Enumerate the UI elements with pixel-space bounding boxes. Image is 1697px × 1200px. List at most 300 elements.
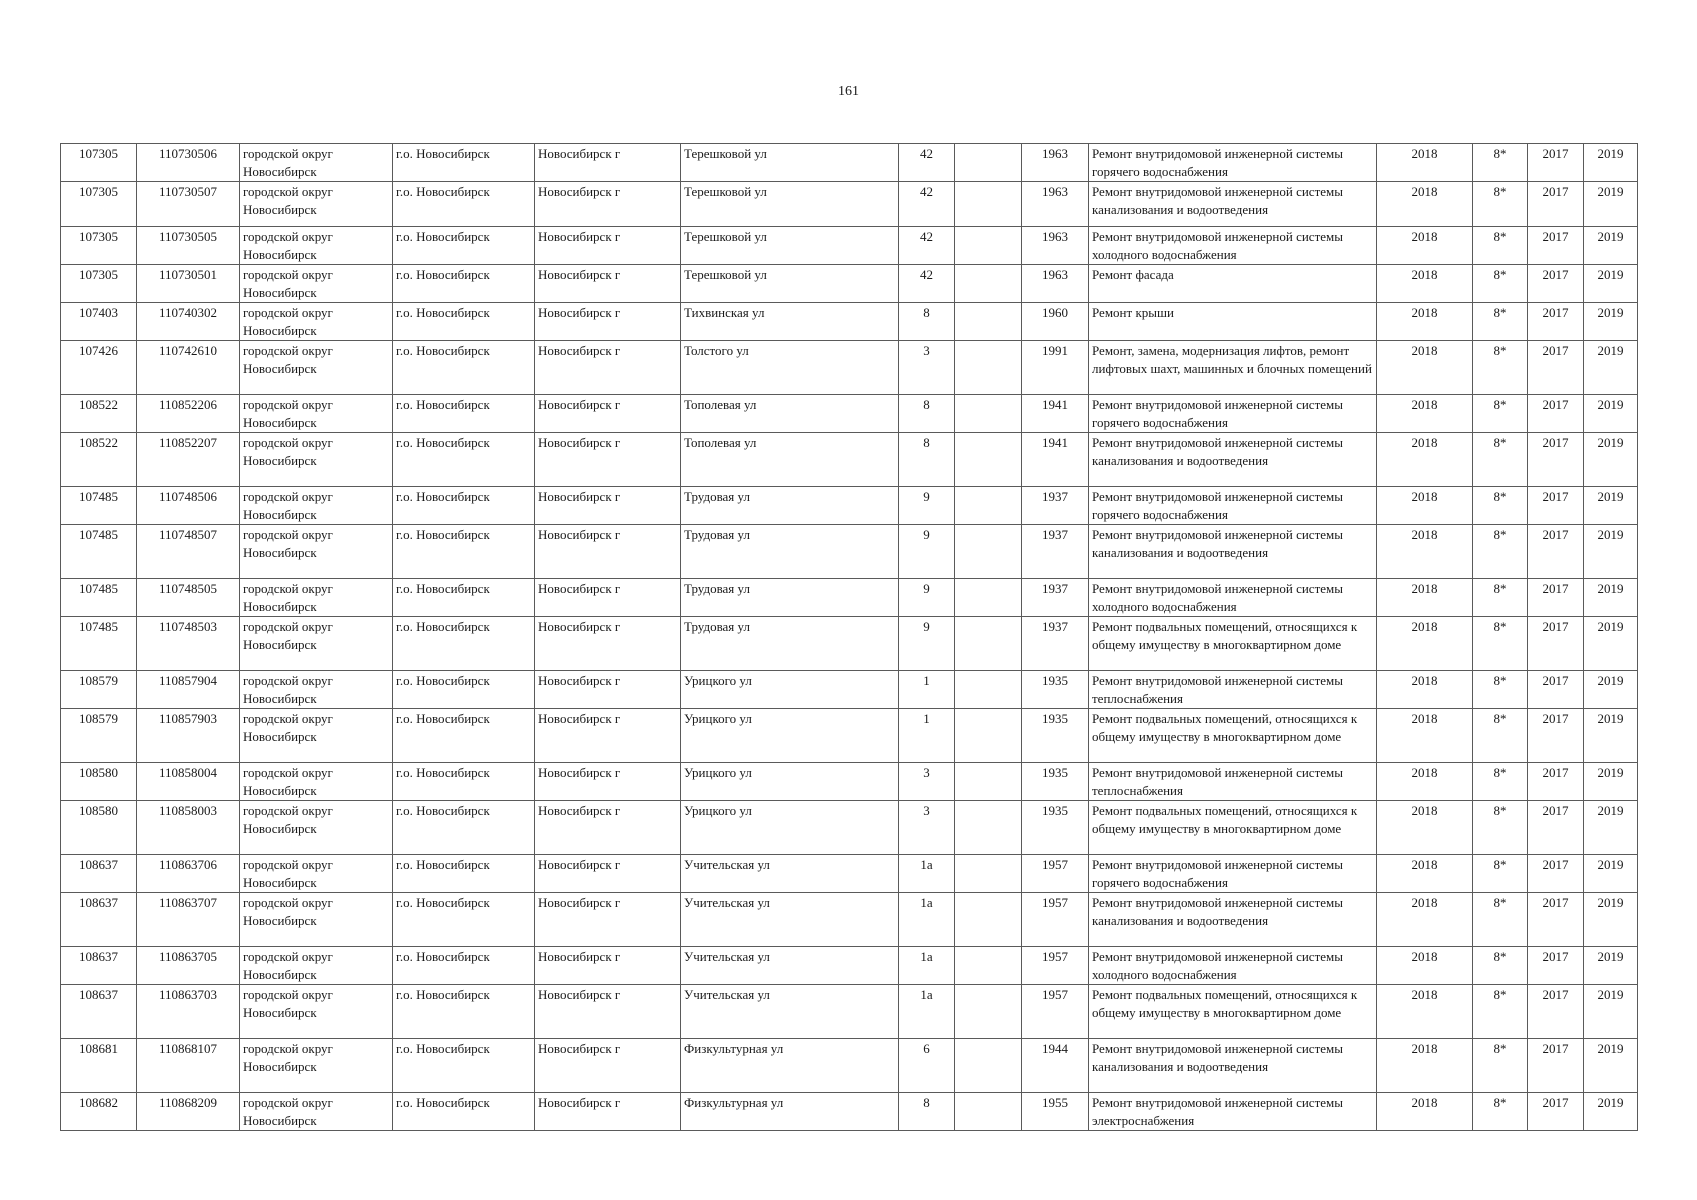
row-city: Новосибирск г — [535, 525, 681, 579]
table-row — [61, 801, 1638, 855]
row-code: 110730507 — [137, 182, 240, 227]
row-work: Ремонт подвальных помещений, относящихся к общему имуществу в многоквартирном доме — [1089, 985, 1377, 1039]
row-building — [955, 487, 1022, 525]
row-building — [955, 801, 1022, 855]
row-building — [955, 182, 1022, 227]
table-row — [61, 985, 1638, 1039]
row-code: 110730506 — [137, 144, 240, 182]
row-year-end: 2019 — [1584, 227, 1638, 265]
row-house: 6 — [899, 1039, 955, 1093]
row-year: 2018 — [1377, 985, 1473, 1039]
row-year: 2018 — [1377, 303, 1473, 341]
row-building — [955, 227, 1022, 265]
row-year: 2018 — [1377, 182, 1473, 227]
row-go: г.о. Новосибирск — [393, 579, 535, 617]
row-year-start: 2017 — [1528, 855, 1584, 893]
row-id: 107403 — [61, 303, 137, 341]
row-id: 108580 — [61, 763, 137, 801]
row-work: Ремонт внутридомовой инженерной системы канализования и водоотведения — [1089, 1039, 1377, 1093]
row-year-built: 1937 — [1022, 579, 1089, 617]
row-year-built: 1963 — [1022, 182, 1089, 227]
row-id: 107305 — [61, 227, 137, 265]
table-row — [61, 763, 1638, 801]
row-year-built: 1955 — [1022, 1093, 1089, 1131]
table-row — [61, 395, 1638, 433]
row-work: Ремонт подвальных помещений, относящихся к общему имуществу в многоквартирном доме — [1089, 709, 1377, 763]
row-code: 110857904 — [137, 671, 240, 709]
row-year: 2018 — [1377, 1093, 1473, 1131]
row-street: Трудовая ул — [681, 579, 899, 617]
row-year-built: 1957 — [1022, 855, 1089, 893]
row-year-end: 2019 — [1584, 947, 1638, 985]
row-city: Новосибирск г — [535, 763, 681, 801]
row-okrug: городской округ Новосибирск — [240, 182, 393, 227]
row-year: 2018 — [1377, 341, 1473, 395]
row-year-built: 1957 — [1022, 985, 1089, 1039]
row-work: Ремонт внутридомовой инженерной системы холодного водоснабжения — [1089, 947, 1377, 985]
row-building — [955, 433, 1022, 487]
table-row — [61, 947, 1638, 985]
page-number: 161 — [838, 84, 859, 99]
row-okrug: городской округ Новосибирск — [240, 579, 393, 617]
row-year-end: 2019 — [1584, 265, 1638, 303]
row-year-end: 2019 — [1584, 303, 1638, 341]
row-street: Урицкого ул — [681, 763, 899, 801]
row-year-end: 2019 — [1584, 893, 1638, 947]
row-work: Ремонт внутридомовой инженерной системы горячего водоснабжения — [1089, 144, 1377, 182]
row-year-start: 2017 — [1528, 487, 1584, 525]
row-house: 3 — [899, 763, 955, 801]
table-body — [61, 144, 1638, 1131]
row-num: 8* — [1473, 801, 1528, 855]
row-city: Новосибирск г — [535, 433, 681, 487]
row-year-built: 1937 — [1022, 487, 1089, 525]
row-okrug: городской округ Новосибирск — [240, 341, 393, 395]
row-id: 108522 — [61, 433, 137, 487]
row-city: Новосибирск г — [535, 395, 681, 433]
row-street: Тихвинская ул — [681, 303, 899, 341]
row-year-start: 2017 — [1528, 617, 1584, 671]
row-house: 8 — [899, 433, 955, 487]
row-year-built: 1960 — [1022, 303, 1089, 341]
row-year: 2018 — [1377, 893, 1473, 947]
row-year-start: 2017 — [1528, 395, 1584, 433]
row-work: Ремонт внутридомовой инженерной системы холодного водоснабжения — [1089, 227, 1377, 265]
row-house: 3 — [899, 341, 955, 395]
row-work: Ремонт внутридомовой инженерной системы канализования и водоотведения — [1089, 893, 1377, 947]
row-house: 42 — [899, 265, 955, 303]
table-row — [61, 1093, 1638, 1131]
row-code: 110852207 — [137, 433, 240, 487]
row-street: Трудовая ул — [681, 617, 899, 671]
row-year-start: 2017 — [1528, 893, 1584, 947]
row-year-built: 1944 — [1022, 1039, 1089, 1093]
row-building — [955, 395, 1022, 433]
row-okrug: городской округ Новосибирск — [240, 1093, 393, 1131]
row-city: Новосибирск г — [535, 487, 681, 525]
row-year: 2018 — [1377, 433, 1473, 487]
row-street: Урицкого ул — [681, 671, 899, 709]
table-row — [61, 855, 1638, 893]
row-street: Урицкого ул — [681, 801, 899, 855]
row-work: Ремонт внутридомовой инженерной системы электроснабжения — [1089, 1093, 1377, 1131]
row-id: 108579 — [61, 671, 137, 709]
row-year-end: 2019 — [1584, 579, 1638, 617]
row-id: 108580 — [61, 801, 137, 855]
table-row — [61, 893, 1638, 947]
row-year-start: 2017 — [1528, 144, 1584, 182]
row-city: Новосибирск г — [535, 947, 681, 985]
row-year-start: 2017 — [1528, 265, 1584, 303]
row-year-built: 1957 — [1022, 893, 1089, 947]
row-work: Ремонт внутридомовой инженерной системы теплоснабжения — [1089, 671, 1377, 709]
row-year-end: 2019 — [1584, 182, 1638, 227]
row-year-start: 2017 — [1528, 801, 1584, 855]
row-okrug: городской округ Новосибирск — [240, 395, 393, 433]
row-go: г.о. Новосибирск — [393, 227, 535, 265]
row-house: 1 — [899, 671, 955, 709]
table-row — [61, 303, 1638, 341]
row-work: Ремонт, замена, модернизация лифтов, ремонт лифтовых шахт, машинных и блочных помещений — [1089, 341, 1377, 395]
row-year: 2018 — [1377, 487, 1473, 525]
row-year: 2018 — [1377, 579, 1473, 617]
row-okrug: городской округ Новосибирск — [240, 947, 393, 985]
row-street: Терешковой ул — [681, 227, 899, 265]
row-num: 8* — [1473, 144, 1528, 182]
row-num: 8* — [1473, 709, 1528, 763]
row-code: 110748505 — [137, 579, 240, 617]
row-go: г.о. Новосибирск — [393, 985, 535, 1039]
row-num: 8* — [1473, 182, 1528, 227]
row-go: г.о. Новосибирск — [393, 341, 535, 395]
row-house: 1а — [899, 855, 955, 893]
row-year-end: 2019 — [1584, 709, 1638, 763]
row-code: 110858003 — [137, 801, 240, 855]
row-street: Физкультурная ул — [681, 1039, 899, 1093]
row-street: Терешковой ул — [681, 265, 899, 303]
row-year-end: 2019 — [1584, 1093, 1638, 1131]
row-year-built: 1935 — [1022, 709, 1089, 763]
row-year-end: 2019 — [1584, 433, 1638, 487]
row-house: 9 — [899, 487, 955, 525]
table-row — [61, 671, 1638, 709]
row-okrug: городской округ Новосибирск — [240, 855, 393, 893]
row-code: 110863706 — [137, 855, 240, 893]
row-house: 42 — [899, 144, 955, 182]
row-year: 2018 — [1377, 395, 1473, 433]
row-building — [955, 525, 1022, 579]
row-work: Ремонт внутридомовой инженерной системы канализования и водоотведения — [1089, 525, 1377, 579]
row-okrug: городской округ Новосибирск — [240, 433, 393, 487]
row-id: 107305 — [61, 182, 137, 227]
row-go: г.о. Новосибирск — [393, 893, 535, 947]
row-id: 108682 — [61, 1093, 137, 1131]
row-num: 8* — [1473, 487, 1528, 525]
row-city: Новосибирск г — [535, 579, 681, 617]
row-building — [955, 671, 1022, 709]
row-go: г.о. Новосибирск — [393, 855, 535, 893]
row-building — [955, 341, 1022, 395]
row-go: г.о. Новосибирск — [393, 265, 535, 303]
row-year-built: 1941 — [1022, 433, 1089, 487]
row-year-start: 2017 — [1528, 985, 1584, 1039]
row-id: 107485 — [61, 525, 137, 579]
row-id: 108637 — [61, 893, 137, 947]
row-house: 8 — [899, 303, 955, 341]
row-id: 108637 — [61, 947, 137, 985]
row-id: 107305 — [61, 144, 137, 182]
row-go: г.о. Новосибирск — [393, 144, 535, 182]
row-house: 42 — [899, 182, 955, 227]
row-num: 8* — [1473, 395, 1528, 433]
row-year: 2018 — [1377, 947, 1473, 985]
row-code: 110730501 — [137, 265, 240, 303]
row-city: Новосибирск г — [535, 985, 681, 1039]
table-row — [61, 144, 1638, 182]
row-house: 3 — [899, 801, 955, 855]
row-street: Тополевая ул — [681, 395, 899, 433]
row-num: 8* — [1473, 855, 1528, 893]
table-row — [61, 433, 1638, 487]
row-street: Трудовая ул — [681, 487, 899, 525]
row-city: Новосибирск г — [535, 617, 681, 671]
row-year-end: 2019 — [1584, 525, 1638, 579]
row-id: 107485 — [61, 487, 137, 525]
row-code: 110863703 — [137, 985, 240, 1039]
row-code: 110730505 — [137, 227, 240, 265]
row-year-end: 2019 — [1584, 487, 1638, 525]
row-work: Ремонт подвальных помещений, относящихся к общему имуществу в многоквартирном доме — [1089, 801, 1377, 855]
row-year-built: 1963 — [1022, 227, 1089, 265]
row-building — [955, 303, 1022, 341]
row-work: Ремонт внутридомовой инженерной системы горячего водоснабжения — [1089, 395, 1377, 433]
row-year-built: 1957 — [1022, 947, 1089, 985]
row-city: Новосибирск г — [535, 144, 681, 182]
table-row — [61, 1039, 1638, 1093]
row-num: 8* — [1473, 617, 1528, 671]
row-year-start: 2017 — [1528, 579, 1584, 617]
row-okrug: городской округ Новосибирск — [240, 801, 393, 855]
row-work: Ремонт внутридомовой инженерной системы канализования и водоотведения — [1089, 182, 1377, 227]
row-work: Ремонт внутридомовой инженерной системы горячего водоснабжения — [1089, 855, 1377, 893]
row-go: г.о. Новосибирск — [393, 617, 535, 671]
row-code: 110852206 — [137, 395, 240, 433]
row-year-end: 2019 — [1584, 985, 1638, 1039]
row-city: Новосибирск г — [535, 709, 681, 763]
row-year: 2018 — [1377, 801, 1473, 855]
row-work: Ремонт внутридомовой инженерной системы канализования и водоотведения — [1089, 433, 1377, 487]
row-code: 110748506 — [137, 487, 240, 525]
row-work: Ремонт фасада — [1089, 265, 1377, 303]
row-building — [955, 985, 1022, 1039]
row-work: Ремонт крыши — [1089, 303, 1377, 341]
row-work: Ремонт внутридомовой инженерной системы теплоснабжения — [1089, 763, 1377, 801]
row-num: 8* — [1473, 985, 1528, 1039]
row-okrug: городской округ Новосибирск — [240, 1039, 393, 1093]
row-building — [955, 617, 1022, 671]
row-building — [955, 1039, 1022, 1093]
row-go: г.о. Новосибирск — [393, 1093, 535, 1131]
row-year-start: 2017 — [1528, 1039, 1584, 1093]
row-go: г.о. Новосибирск — [393, 671, 535, 709]
row-code: 110868209 — [137, 1093, 240, 1131]
row-year-start: 2017 — [1528, 227, 1584, 265]
row-go: г.о. Новосибирск — [393, 303, 535, 341]
table-row — [61, 617, 1638, 671]
row-okrug: городской округ Новосибирск — [240, 709, 393, 763]
row-house: 1а — [899, 893, 955, 947]
row-year-start: 2017 — [1528, 341, 1584, 395]
row-house: 8 — [899, 1093, 955, 1131]
row-year-start: 2017 — [1528, 709, 1584, 763]
row-okrug: городской округ Новосибирск — [240, 227, 393, 265]
row-code: 110742610 — [137, 341, 240, 395]
row-building — [955, 763, 1022, 801]
row-num: 8* — [1473, 763, 1528, 801]
row-street: Учительская ул — [681, 893, 899, 947]
row-year-start: 2017 — [1528, 671, 1584, 709]
row-year: 2018 — [1377, 1039, 1473, 1093]
row-year-start: 2017 — [1528, 763, 1584, 801]
row-year-end: 2019 — [1584, 671, 1638, 709]
row-code: 110863707 — [137, 893, 240, 947]
row-year-end: 2019 — [1584, 395, 1638, 433]
row-go: г.о. Новосибирск — [393, 709, 535, 763]
row-street: Физкультурная ул — [681, 1093, 899, 1131]
row-year: 2018 — [1377, 709, 1473, 763]
row-num: 8* — [1473, 341, 1528, 395]
row-house: 8 — [899, 395, 955, 433]
row-id: 108637 — [61, 985, 137, 1039]
row-work: Ремонт внутридомовой инженерной системы горячего водоснабжения — [1089, 487, 1377, 525]
row-year-built: 1935 — [1022, 671, 1089, 709]
row-year-start: 2017 — [1528, 303, 1584, 341]
row-year-built: 1991 — [1022, 341, 1089, 395]
row-house: 1 — [899, 709, 955, 763]
row-street: Трудовая ул — [681, 525, 899, 579]
row-city: Новосибирск г — [535, 1039, 681, 1093]
row-okrug: городской округ Новосибирск — [240, 985, 393, 1039]
row-num: 8* — [1473, 893, 1528, 947]
row-year: 2018 — [1377, 763, 1473, 801]
row-building — [955, 893, 1022, 947]
registry-table — [60, 143, 1638, 1131]
row-go: г.о. Новосибирск — [393, 182, 535, 227]
row-year: 2018 — [1377, 265, 1473, 303]
row-go: г.о. Новосибирск — [393, 763, 535, 801]
row-num: 8* — [1473, 579, 1528, 617]
table-row — [61, 341, 1638, 395]
table-row — [61, 487, 1638, 525]
row-house: 1а — [899, 985, 955, 1039]
row-city: Новосибирск г — [535, 855, 681, 893]
row-year: 2018 — [1377, 525, 1473, 579]
row-code: 110748503 — [137, 617, 240, 671]
row-go: г.о. Новосибирск — [393, 395, 535, 433]
row-year-built: 1937 — [1022, 617, 1089, 671]
row-year-end: 2019 — [1584, 341, 1638, 395]
row-building — [955, 579, 1022, 617]
row-street: Учительская ул — [681, 855, 899, 893]
row-year-start: 2017 — [1528, 947, 1584, 985]
row-work: Ремонт внутридомовой инженерной системы холодного водоснабжения — [1089, 579, 1377, 617]
row-okrug: городской округ Новосибирск — [240, 763, 393, 801]
row-city: Новосибирск г — [535, 303, 681, 341]
row-code: 110740302 — [137, 303, 240, 341]
row-go: г.о. Новосибирск — [393, 525, 535, 579]
row-year-built: 1935 — [1022, 763, 1089, 801]
row-year-start: 2017 — [1528, 1093, 1584, 1131]
row-year-end: 2019 — [1584, 763, 1638, 801]
row-year-built: 1963 — [1022, 265, 1089, 303]
row-okrug: городской округ Новосибирск — [240, 893, 393, 947]
table-row — [61, 182, 1638, 227]
row-code: 110748507 — [137, 525, 240, 579]
row-house: 1а — [899, 947, 955, 985]
row-year-built: 1937 — [1022, 525, 1089, 579]
row-city: Новосибирск г — [535, 893, 681, 947]
row-street: Толстого ул — [681, 341, 899, 395]
row-id: 108579 — [61, 709, 137, 763]
row-num: 8* — [1473, 265, 1528, 303]
row-id: 107305 — [61, 265, 137, 303]
row-city: Новосибирск г — [535, 1093, 681, 1131]
row-year-built: 1935 — [1022, 801, 1089, 855]
row-street: Тополевая ул — [681, 433, 899, 487]
row-okrug: городской округ Новосибирск — [240, 671, 393, 709]
table-row — [61, 265, 1638, 303]
row-street: Урицкого ул — [681, 709, 899, 763]
row-year-built: 1941 — [1022, 395, 1089, 433]
row-year: 2018 — [1377, 144, 1473, 182]
row-code: 110863705 — [137, 947, 240, 985]
row-street: Терешковой ул — [681, 182, 899, 227]
row-num: 8* — [1473, 671, 1528, 709]
row-go: г.о. Новосибирск — [393, 433, 535, 487]
row-code: 110857903 — [137, 709, 240, 763]
row-okrug: городской округ Новосибирск — [240, 487, 393, 525]
row-building — [955, 144, 1022, 182]
row-building — [955, 709, 1022, 763]
row-id: 107426 — [61, 341, 137, 395]
row-code: 110858004 — [137, 763, 240, 801]
row-num: 8* — [1473, 525, 1528, 579]
table-row — [61, 579, 1638, 617]
row-okrug: городской округ Новосибирск — [240, 303, 393, 341]
row-city: Новосибирск г — [535, 265, 681, 303]
row-num: 8* — [1473, 433, 1528, 487]
row-go: г.о. Новосибирск — [393, 947, 535, 985]
row-num: 8* — [1473, 1039, 1528, 1093]
row-city: Новосибирск г — [535, 341, 681, 395]
row-year: 2018 — [1377, 671, 1473, 709]
row-house: 9 — [899, 579, 955, 617]
row-id: 107485 — [61, 617, 137, 671]
row-year-built: 1963 — [1022, 144, 1089, 182]
row-year: 2018 — [1377, 855, 1473, 893]
row-go: г.о. Новосибирск — [393, 801, 535, 855]
row-code: 110868107 — [137, 1039, 240, 1093]
row-id: 107485 — [61, 579, 137, 617]
row-id: 108681 — [61, 1039, 137, 1093]
row-year-end: 2019 — [1584, 855, 1638, 893]
row-year-start: 2017 — [1528, 433, 1584, 487]
row-building — [955, 855, 1022, 893]
row-city: Новосибирск г — [535, 182, 681, 227]
row-building — [955, 947, 1022, 985]
row-go: г.о. Новосибирск — [393, 487, 535, 525]
row-go: г.о. Новосибирск — [393, 1039, 535, 1093]
